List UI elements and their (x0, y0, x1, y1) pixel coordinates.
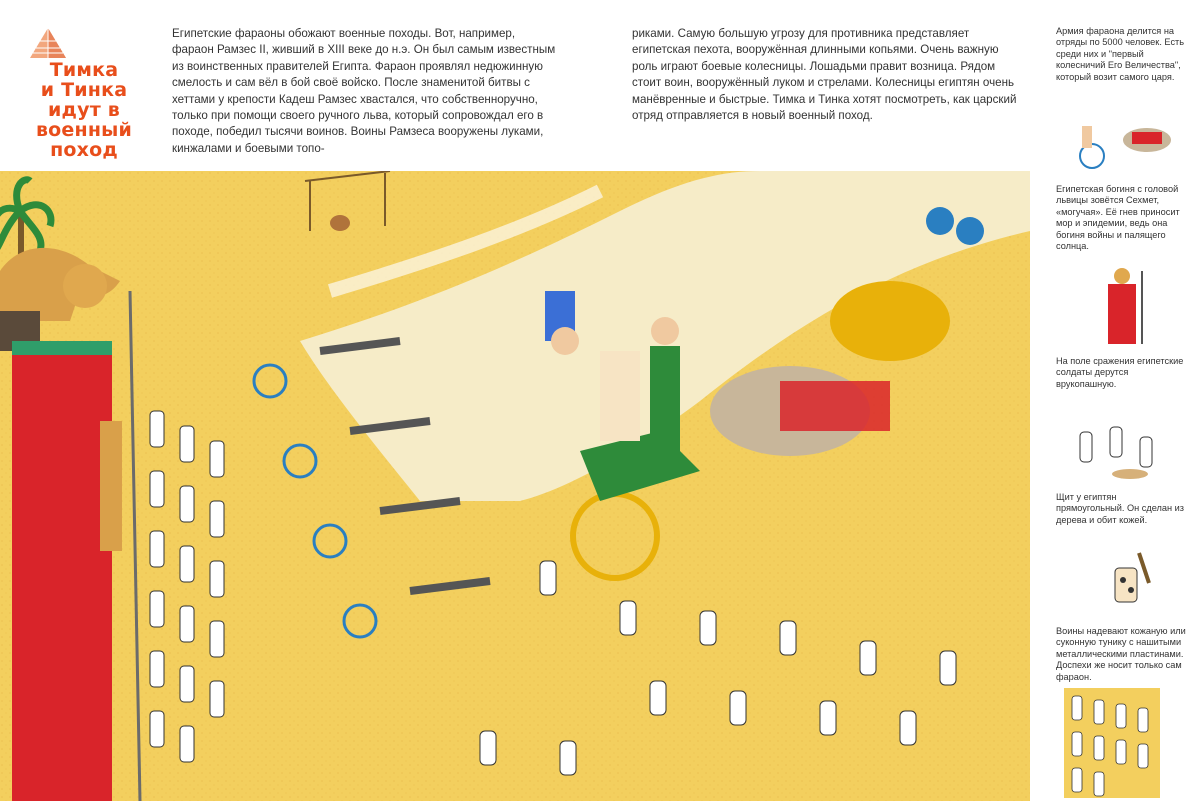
caption-shield: Щит у египтян прямоугольный. Он сделан из дерева и обит кожей. (1056, 492, 1184, 525)
pyramid-logo-icon (28, 26, 68, 60)
caption-sekhmet: Египетская богиня с головой львицы зовётся Сехмет, «могучая». Её гнев приносит мор и эпидемии, ведь она богиня войны и палящего солнца. (1056, 184, 1180, 252)
chariot-thumbnail (1062, 112, 1182, 172)
sekhmet-thumbnail (1092, 266, 1152, 346)
body-text-column-2: риками. Самую большую угрозу для противника представляет египетская пехота, вооружённая длинными копьями. Очень важную роль играют боевые колесницы. Лошадьми правит возница. Рядом стоит воин, вооружённый луком и стрелами. Колесницы египтян очень манёвренные и быстрые. Тимка и Тинка хотят посмотреть, как царский отряд отправляется в новый военный поход. (632, 27, 1017, 123)
title-line: и Тинка (40, 79, 128, 101)
armor-thumbnail (1064, 688, 1160, 798)
title-line: военный (35, 119, 133, 141)
battle-scene-illustration (0, 171, 1030, 801)
caption-armor: Воины надевают кожаную или суконную тунику с нашитыми металлическими пластинами. Доспехи же носит только сам фараон. (1056, 626, 1186, 682)
title-line: идут в (48, 99, 120, 121)
shield-thumbnail (1095, 548, 1155, 618)
caption-army: Армия фараона делится на отряды по 5000 человек. Есть среди них и "первый колесничий Его Величества", который возит самого царя. (1056, 26, 1185, 82)
page-title (24, 60, 144, 160)
caption-hand-to-hand: На поле сражения египетские солдаты дерутся врукопашную. (1056, 356, 1184, 389)
title-line: Тимка (49, 59, 119, 81)
title-line: поход (50, 139, 118, 161)
body-text-column-1: Египетские фараоны обожают военные походы. Вот, например, фараон Рамзес II, живший в XIII веке до н.э. Он был самым известным из воинственных правителей Египта. Фараон проявлял недюжинную смелость и сам вёл в бой своё войско. После знаменитой битвы с хеттами у крепости Кадеш Рамзес хвастался, что собственноручно, только при помощи своего ручного льва, который сопровождал его в походе, победил тысячи воинов. Воины Рамзеса вооружены луками, кинжалами и боевыми топо- (172, 27, 556, 155)
sidebar (1040, 0, 1204, 801)
fighters-thumbnail (1070, 412, 1180, 482)
